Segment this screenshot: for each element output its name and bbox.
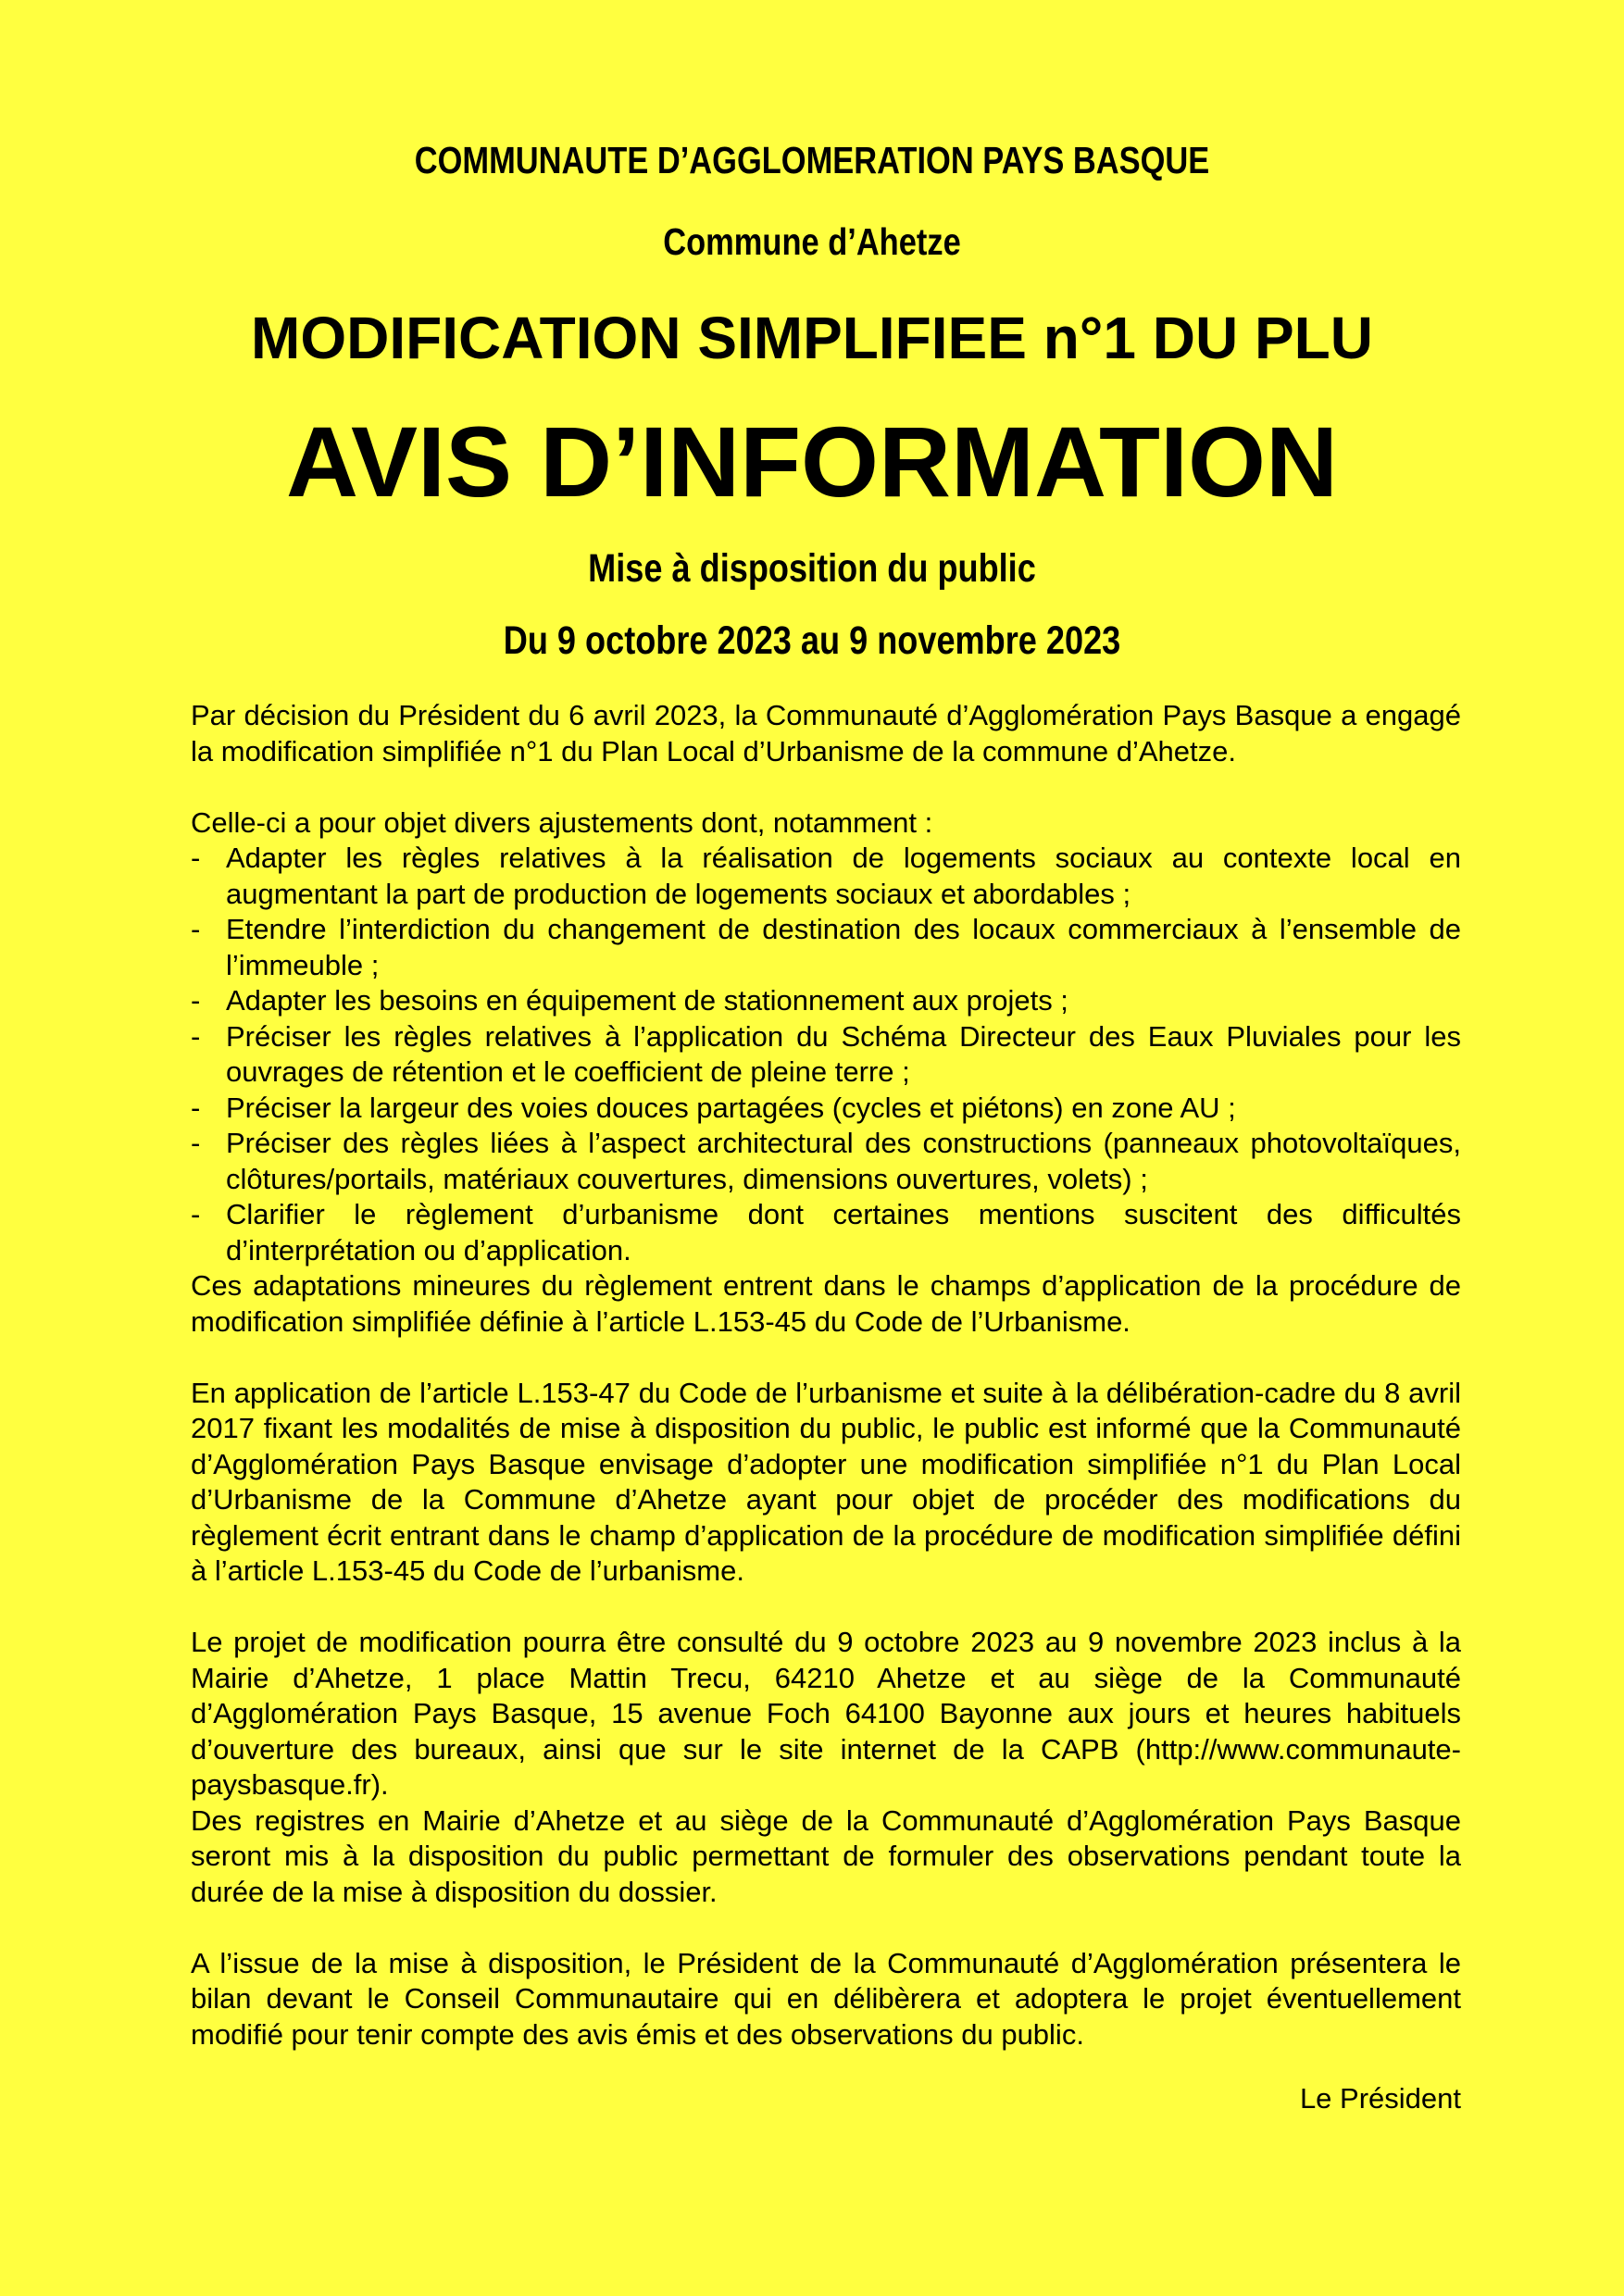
consultation-paragraph: Le projet de modification pourra être consulté du 9 octobre 2023 au 9 novembre 2023 inclus à la Mairie d’Ahetze, 1 place Mattin Trecu, 64210 Ahetze et au siège de la Communauté d’Agglomération Pays Basque, 15 avenue Foch 64100 Bayonne aux jours et heures habituels d’ouverture des bureaux, ainsi que sur le site internet de la CAPB (http://www.communaute-paysbasque.fr). — [191, 1626, 1461, 1801]
list-item-text: Adapter les besoins en équipement de stationnement aux projets ; — [226, 984, 1068, 1017]
list-item — [191, 1197, 1461, 1268]
bullet-dash: - — [191, 1198, 201, 1230]
bullet-dash: - — [191, 1127, 201, 1159]
bullet-dash: - — [191, 1019, 201, 1053]
list-item — [191, 1091, 1461, 1127]
signature: Le Président — [1299, 2082, 1461, 2115]
spacer — [191, 1340, 1461, 1376]
objet-intro: Celle-ci a pour objet divers ajustements dont, notamment : — [191, 805, 933, 839]
list-item — [191, 912, 1461, 983]
spacer — [191, 1590, 1461, 1626]
list-item-text: Préciser la largeur des voies douces partagées (cycles et piétons) en zone AU ; — [226, 1091, 1236, 1124]
bullet-dash: - — [191, 842, 201, 874]
notice-dates: Du 9 octobre 2023 au 9 novembre 2023 — [503, 618, 1121, 663]
notice-subtitle: Mise à disposition du public — [588, 546, 1036, 591]
intro-paragraph: Par décision du Président du 6 avril 2023, la Communauté d’Agglomération Pays Basque a engagé la modification simplifiée n°1 du Plan Local d’Urbanisme de la commune d’Ahetze. — [191, 699, 1461, 767]
bullet-dash: - — [191, 984, 201, 1017]
list-item — [191, 983, 1461, 1019]
registres-paragraph: Des registres en Mairie d’Ahetze et au siège de la Communauté d’Agglomération Pays Basque seront mis à la disposition du public permettant de formuler des observations pendant toute la durée de la mise à disposition du dossier. — [191, 1803, 1461, 1908]
list-item — [191, 1019, 1461, 1091]
notice-heading: AVIS D’INFORMATION — [286, 406, 1338, 518]
list-item-text: Préciser les règles relatives à l’application du Schéma Directeur des Eaux Pluviales pour les ouvrages de rétention et le coefficient de pleine terre ; — [226, 1019, 1461, 1088]
list-item-text: Adapter les règles relatives à la réalisation de logements sociaux au contexte local en augmentant la part de production de logements sociaux et abordables ; — [226, 842, 1461, 910]
list-item-text: Préciser des règles liées à l’aspect architectural des constructions (panneaux photovoltaïques, clôtures/portails, matériaux couvertures, dimensions ouvertures, volets) ; — [226, 1127, 1461, 1195]
issue-paragraph: A l’issue de la mise à disposition, le Président de la Communauté d’Agglomération présentera le bilan devant le Conseil Communautaire qui en délibèrera et adoptera le projet éventuellement modifié pour tenir compte des avis émis et des observations du public. — [191, 1946, 1461, 2051]
notice-body — [191, 698, 1461, 2053]
spacer — [191, 769, 1461, 805]
application-paragraph: En application de l’article L.153-47 du Code de l’urbanisme et suite à la délibération-cadre du 8 avril 2017 fixant les modalités de mise à disposition du public, le public est informé que la Communauté d’Agglomération Pays Basque envisage d’adopter une modification simplifiée n°1 du Plan Local d’Urbanisme de la Commune d’Ahetze ayant pour objet de procéder des modifications du règlement écrit entrant dans le champ d’application de la procédure de modification simplifiée défini à l’article L.153-45 du Code de l’urbanisme. — [191, 1376, 1461, 1587]
spacer — [191, 1910, 1461, 1946]
bullet-dash: - — [191, 913, 201, 945]
list-item — [191, 1126, 1461, 1197]
organization-name: COMMUNAUTE D’AGGLOMERATION PAYS BASQUE — [414, 139, 1210, 181]
adjustments-list — [191, 841, 1461, 1268]
document-title: MODIFICATION SIMPLIFIEE n°1 DU PLU — [251, 305, 1373, 371]
list-item-text: Clarifier le règlement d’urbanisme dont certaines mentions suscitent des difficultés d’interprétation ou d’application. — [226, 1198, 1461, 1267]
bullet-dash: - — [191, 1091, 201, 1124]
list-item — [191, 841, 1461, 912]
commune-name: Commune d’Ahetze — [663, 220, 961, 263]
adaptations-paragraph: Ces adaptations mineures du règlement entrent dans le champs d’application de la procédure de modification simplifiée définie à l’article L.153-45 du Code de l’Urbanisme. — [191, 1269, 1461, 1338]
list-item-text: Etendre l’interdiction du changement de destination des locaux commerciaux à l’ensemble de l’immeuble ; — [226, 913, 1461, 981]
